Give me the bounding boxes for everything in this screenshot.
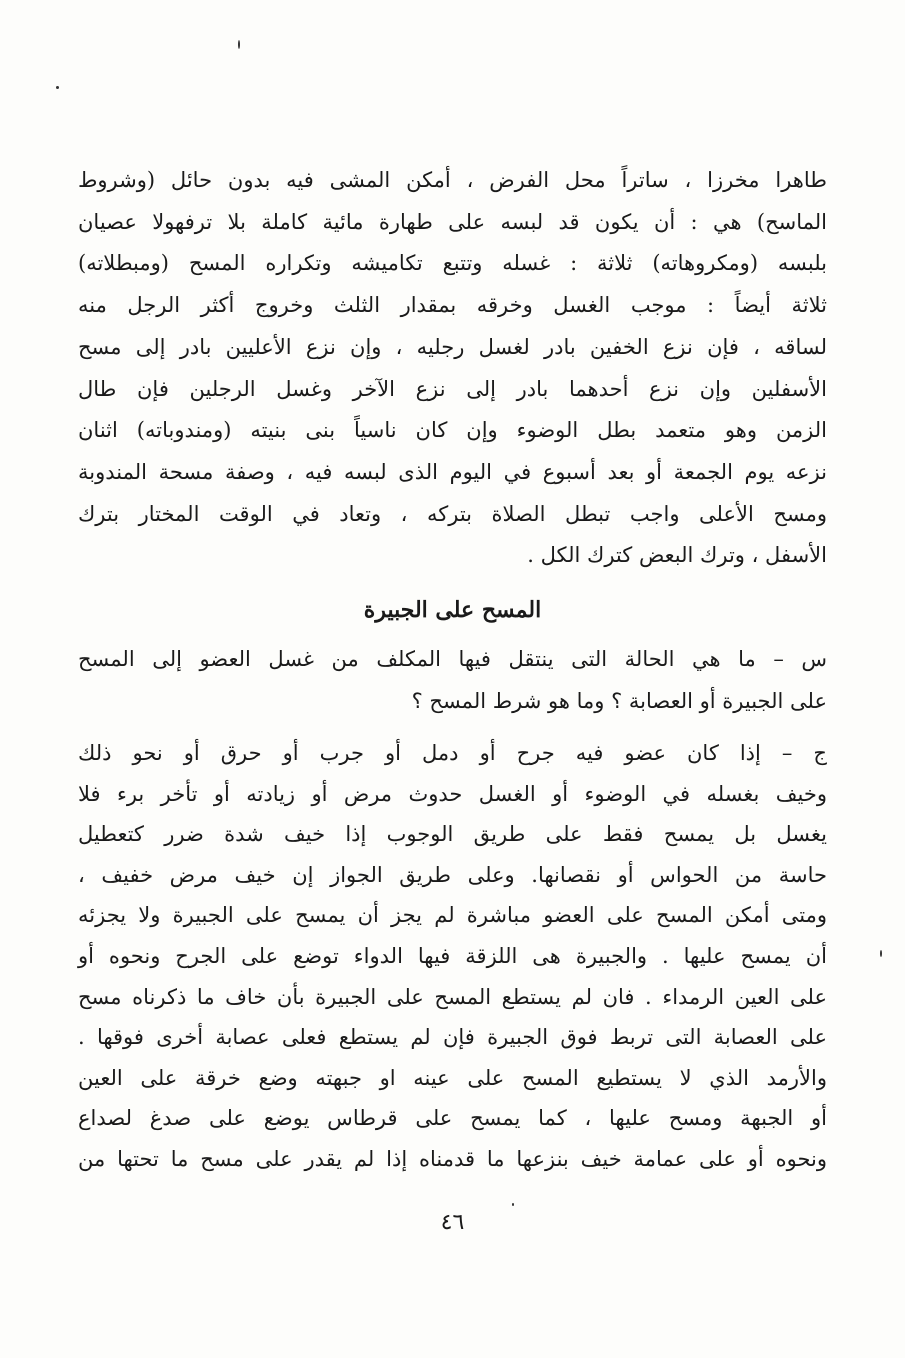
paragraph-wiping-over-khuffs <box>78 160 827 577</box>
text-line: ج – إذا كان عضو فيه جرح أو دمل أو جرب أو حرق أو نحو ذلك <box>78 741 827 765</box>
text-line: ثلاثة أيضاً : موجب الغسل وخرقه بمقدار الثلث وخروج أكثر الرجل منه <box>78 293 827 318</box>
question-paragraph <box>78 639 827 722</box>
text-line: لساقه ، فإن نزع الخفين بادر لغسل رجليه ، وإن نزع الأعليين بادر إلى مسح <box>78 334 827 359</box>
text-line: على الجبيرة أو العصابة ؟ وما هو شرط المسح ؟ <box>411 688 827 713</box>
scan-speck <box>238 40 240 49</box>
text-line: بلبسه (ومكروهاته) ثلاثة : غسله وتتبع تكاميشه وتكراره المسح (ومبطلاته) <box>78 251 827 276</box>
text-line: الأسفلين وإن نزع أحدهما بادر إلى نزع الآخر وغسل الرجلين فإن طال <box>78 376 827 401</box>
text-line: على العصابة التى تربط فوق الجبيرة فإن لم يستطع فعلى عصابة أخرى فوقها . <box>78 1025 827 1050</box>
scan-speck <box>512 1203 514 1206</box>
text-line: وخيف بغسله في الوضوء أو الغسل حدوث مرض أو زيادته أو تأخر برء فلا <box>78 781 827 806</box>
text-line: على العين الرمداء . فان لم يستطع المسح على الجبيرة بأن خاف ما ذكرناه مسح <box>78 984 827 1009</box>
scan-speck <box>56 86 59 89</box>
section-heading: المسح على الجبيرة <box>363 597 542 623</box>
text-line: أن يمسح عليها . والجبيرة هى اللزقة فيها الدواء توضع على الجرح ونحوه أو <box>78 943 827 968</box>
text-line: طاهرا مخرزا ، ساتراً محل الفرض ، أمكن المشى فيه بدون حائل (وشروط <box>78 168 827 192</box>
text-line: ومسح الأعلى واجب تبطل الصلاة بتركه ، وتعاد في الوقت المختار بترك <box>78 501 827 526</box>
text-line: ومتى أمكن المسح على العضو مباشرة لم يجز أن يمسح على الجبيرة ولا يجزئه <box>78 903 827 928</box>
answer-paragraph <box>78 733 827 1180</box>
text-line: س – ما هي الحالة التى ينتقل فيها المكلف من غسل العضو إلى المسح <box>78 647 827 671</box>
text-line: الماسح) هي : أن يكون قد لبسه على طهارة مائية كاملة بلا ترفهولا عصيان <box>78 209 827 234</box>
text-line: ونحوه أو على عمامة خيف بنزعها ما قدمناه إذا لم يقدر على مسح ما تحتها من <box>78 1146 827 1171</box>
text-line: أو الجبهة ومسح عليها ، كما يمسح على قرطاس يوضع على صدغ لصداع <box>78 1106 827 1131</box>
page-number: ٤٦ <box>440 1210 465 1235</box>
text-line: حاسة من الحواس أو نقصانها. وعلى طريق الجواز إن خيف مرض خفيف ، <box>78 862 827 887</box>
scan-speck <box>880 950 882 957</box>
text-line: يغسل بل يمسح فقط على طريق الوجوب إذا خيف شدة ضرر كتعطيل <box>78 822 827 847</box>
text-line: الزمن وهو متعمد بطل الوضوء وإن كان ناسياً بنى بنيته (ومندوباته) اثنان <box>78 418 827 443</box>
text-line: والأرمد الذي لا يستطيع المسح على عينه او جبهته وضع خرقة على العين <box>78 1065 827 1090</box>
text-line: الأسفل ، وترك البعض كترك الكل . <box>527 543 827 568</box>
text-line: نزعه يوم الجمعة أو بعد أسبوع في اليوم الذى لبسه فيه ، وصفة مسحة المندوبة <box>78 459 827 484</box>
